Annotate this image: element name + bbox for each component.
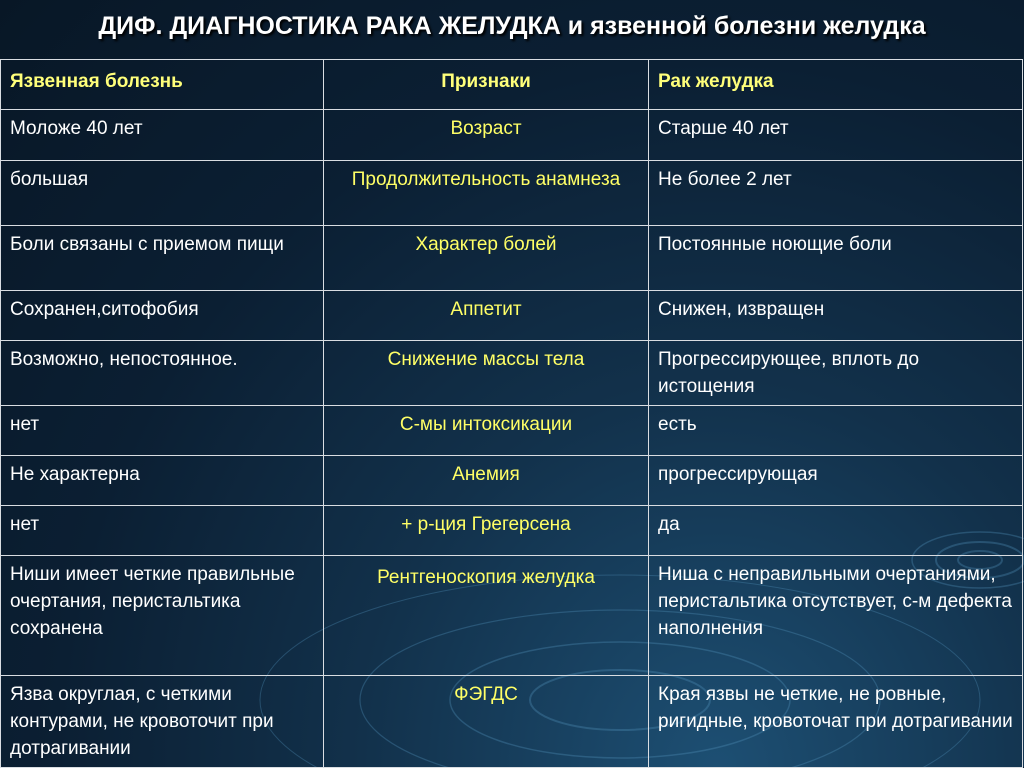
cell-cancer: Снижен, извращен <box>649 291 1023 341</box>
cell-cancer: Края язвы не четкие, не ровные, ригидные, кровоточат при дотрагивании <box>649 676 1023 768</box>
header-ulcer: Язвенная болезнь <box>1 60 324 110</box>
cell-sign: ФЭГДС <box>324 676 649 768</box>
cell-cancer: Постоянные ноющие боли <box>649 226 1023 291</box>
cell-cancer: Не более 2 лет <box>649 161 1023 226</box>
cell-ulcer: Не характерна <box>1 456 324 506</box>
cell-ulcer: нет <box>1 506 324 556</box>
cell-sign: Рентгеноскопия желудка <box>324 556 649 676</box>
table-row <box>1 406 1023 456</box>
header-signs: Признаки <box>324 60 649 110</box>
title-part-2: и язвенной болезни желудка <box>567 12 926 40</box>
page-title <box>0 8 1024 48</box>
cell-sign: Анемия <box>324 456 649 506</box>
table-row <box>1 110 1023 161</box>
table-row <box>1 291 1023 341</box>
cell-sign: Снижение массы тела <box>324 341 649 406</box>
cell-ulcer: большая <box>1 161 324 226</box>
cell-sign: Характер болей <box>324 226 649 291</box>
cell-ulcer: Ниши имеет четкие правильные очертания, перистальтика сохранена <box>1 556 324 676</box>
cell-sign: Аппетит <box>324 291 649 341</box>
table-row <box>1 456 1023 506</box>
cell-cancer: прогрессирующая <box>649 456 1023 506</box>
cell-cancer: Прогрессирующее, вплоть до истощения <box>649 341 1023 406</box>
table-row <box>1 341 1023 406</box>
cell-cancer: да <box>649 506 1023 556</box>
cell-ulcer: Язва округлая, с четкими контурами, не кровоточит при дотрагивании <box>1 676 324 768</box>
cell-sign: + р-ция Грегерсена <box>324 506 649 556</box>
cell-ulcer: Возможно, непостоянное. <box>1 341 324 406</box>
cell-cancer: есть <box>649 406 1023 456</box>
cell-sign: Возраст <box>324 110 649 161</box>
cell-cancer: Старше 40 лет <box>649 110 1023 161</box>
cell-sign: С-мы интоксикации <box>324 406 649 456</box>
title-part-1: ДИФ. ДИАГНОСТИКА РАКА ЖЕЛУДКА <box>98 12 561 40</box>
table-row <box>1 506 1023 556</box>
cell-ulcer: нет <box>1 406 324 456</box>
diagnosis-table <box>0 59 1023 768</box>
cell-ulcer: Боли связаны с приемом пищи <box>1 226 324 291</box>
cell-sign: Продолжительность анамнеза <box>324 161 649 226</box>
table-header-row <box>1 60 1023 110</box>
cell-ulcer: Моложе 40 лет <box>1 110 324 161</box>
table-row <box>1 161 1023 226</box>
cell-cancer: Ниша с неправильными очертаниями, перистальтика отсутствует, с-м дефекта наполнения <box>649 556 1023 676</box>
cell-ulcer: Сохранен,ситофобия <box>1 291 324 341</box>
table-row <box>1 226 1023 291</box>
header-cancer: Рак желудка <box>649 60 1023 110</box>
table-row <box>1 556 1023 676</box>
table-row <box>1 676 1023 768</box>
